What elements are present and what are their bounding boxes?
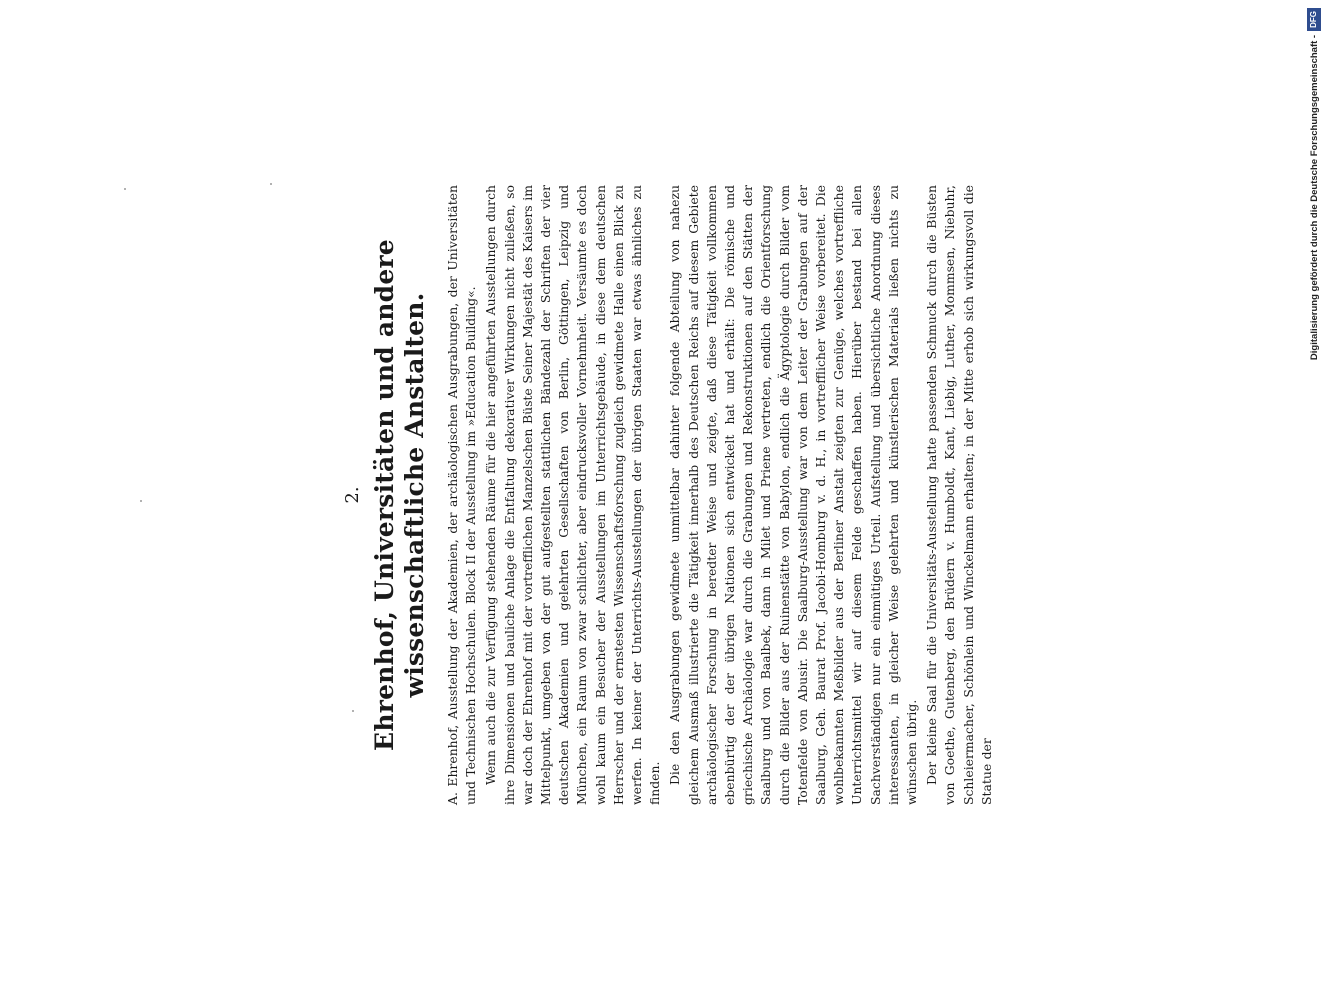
funding-note [1306,8,1322,398]
paragraph-ehrenhof: Wenn auch die zur Verfügung stehenden Räume für die hier angeführten Ausstellungen durch ihre Dimensionen und bauliche Anlage die Entfaltung dekorativer Wirkungen nicht zuließen, so war doch der Ehrenhof mit der vortrefflichen Manzelschen Büste Seiner Majestät des Kaisers im Mittelpunkt, umgeben von der gut aufgestellten stattlichen Bändezahl der Schriften der vier deutschen Akademien und gelehrten Gesellschaften von Berlin, Göttingen, Leipzig und München, ein Raum von zwar schlichter, aber eindrucksvoller Vornehmheit. Versäumte es doch wohl kaum ein Besucher der Ausstellungen im Unterrichtsgebäude, in diese dem deutschen Herrscher und der ernstesten Wissenschaftsforschung zugleich gewidmete Halle einen Blick zu werfen. In keiner der Unterrichts-Ausstellungen der übrigen Staaten war etwas ähnliches zu finden. [483,185,663,805]
chapter-number: 2. [342,486,363,504]
funding-note-text: Digitalisierung gefördert durch die Deutsche Forschungsgemeinschaft - [1308,34,1320,361]
rotated-text-block [342,185,1210,805]
chapter-title: Ehrenhof, Universitäten und andere wissenschaftliche Anstalten. [370,239,429,751]
book-page [342,185,996,805]
section-heading-paragraph: A. Ehrenhof, Ausstellung der Akademien, der archäologischen Ausgrabungen, der Universitäten und Technischen Hochschulen. Block II der Ausstellung im »Education Building«. [445,185,479,805]
paragraph-universitaeten: Der kleine Saal für die Universitäts-Ausstellung hatte passenden Schmuck durch die Büsten von Goethe, Gutenberg, den Brüdern v. Humboldt, Kant, Liebig, Luther, Mommsen, Niebuhr, Schleiermacher, Schönlein und Winckelmann erhalten; in der Mitte erhob sich wirkungsvoll die Statue der [924,185,994,805]
scan-speck [352,710,354,712]
scan-speck [270,183,272,185]
scan-speck [124,188,126,190]
scan-speck [140,500,142,502]
dfg-logo: DFG [1307,8,1321,31]
funding-note-rotated [1306,8,1322,398]
paragraph-ausgrabungen: Die den Ausgrabungen gewidmete unmittelbar dahinter folgende Abteilung von nahezu gleichem Ausmaß illustrierte die Tätigkeit innerhalb des Deutschen Reichs auf diesem Gebiete archäologischer Forschung in beredter Weise und zeigte, daß diese Tätigkeit vollkommen ebenbürtig der der übrigen Nationen sich entwickelt hat und erhält: Die römische und griechische Archäologie war durch die Grabungen und Rekonstruktionen auf den Stätten der Saalburg und von Baalbek, dann in Milet und Priene vertreten, endlich die Orientforschung durch die Bilder aus der Ruinenstätte von Babylon, endlich die Ägyptologie durch Bilder vom Totenfelde von Abusir. Die Saalburg-Ausstellung war von dem Leiter der Grabungen auf der Saalburg, Geh. Baurat Prof. Jacobi-Homburg v. d. H., in vortrefflicher Weise vorbereitet. Die wohlbekannten Meßbilder aus der Berliner Anstalt zeigten zur Genüge, welches vortreffliche Unterrichtsmittel wir auf diesem Felde geschaffen haben. Hierüber bestand bei allen Sachverständigen nur ein einmütiges Urteil. Aufstellung und übersichtliche Anordnung dieses interessanten, in gleicher Weise gelehrten und künstlerischen Materials ließen nichts zu wünschen übrig. [667,185,920,805]
